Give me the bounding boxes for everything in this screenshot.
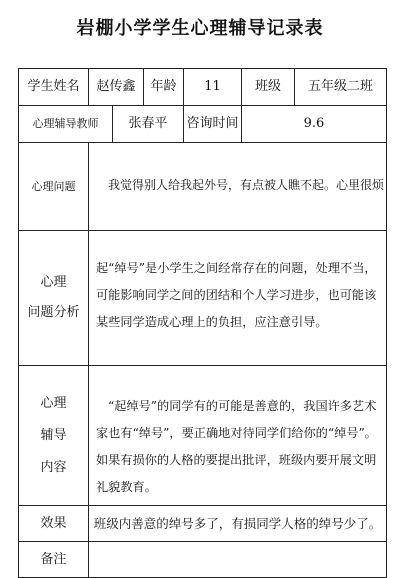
analysis-label [19,231,88,365]
problem-text: 我觉得别人给我起外号，有点被人瞧不起。心里很烦 [108,178,385,192]
analysis-label-line: 心理 [40,275,67,290]
consult-time-label: 咨询时间 [186,116,239,132]
counsel-label-line: 辅导 [40,427,67,443]
teacher-value: 张春平 [128,116,168,132]
age-value: 11 [204,79,221,95]
table-border-right [386,68,387,578]
effect-label: 效果 [40,515,67,531]
age-label: 年龄 [150,79,177,95]
counsel-label [19,366,88,505]
analysis-text: 起“绰号”是小学生之间经常存在的问题，处理不当，可能影响同学之间的团结和个人学习进步，也可能该某些同学造成心理上的负担，应注意引导。 [96,261,377,329]
analysis-label-line: 问题分析 [27,305,80,320]
consult-time-value: 9.6 [303,116,325,132]
counsel-label-line: 内容 [40,459,67,475]
counsel-label-line: 心理 [40,395,67,411]
student-name-value: 赵传鑫 [96,79,136,95]
page-title: 岩棚小学学生心理辅导记录表 [76,18,324,39]
effect-text: 班级内善意的绰号多了，有损同学人格的绰号少了。 [93,516,382,531]
counsel-text: “起绰号”的同学有的可能是善意的，我国许多艺术家也有“绰号”，要正确地对待同学们给你的“绰号”。如果有损你的人格的要提出批评，班级内要开展文明礼貌教育。 [96,399,377,494]
problem-label: 心理问题 [31,179,76,193]
class-value: 五年级二班 [307,79,373,95]
student-name-label: 学生姓名 [27,79,80,95]
class-label: 班级 [254,79,281,95]
remarks-label: 备注 [40,551,67,567]
teacher-label: 心理辅导教师 [32,117,99,131]
